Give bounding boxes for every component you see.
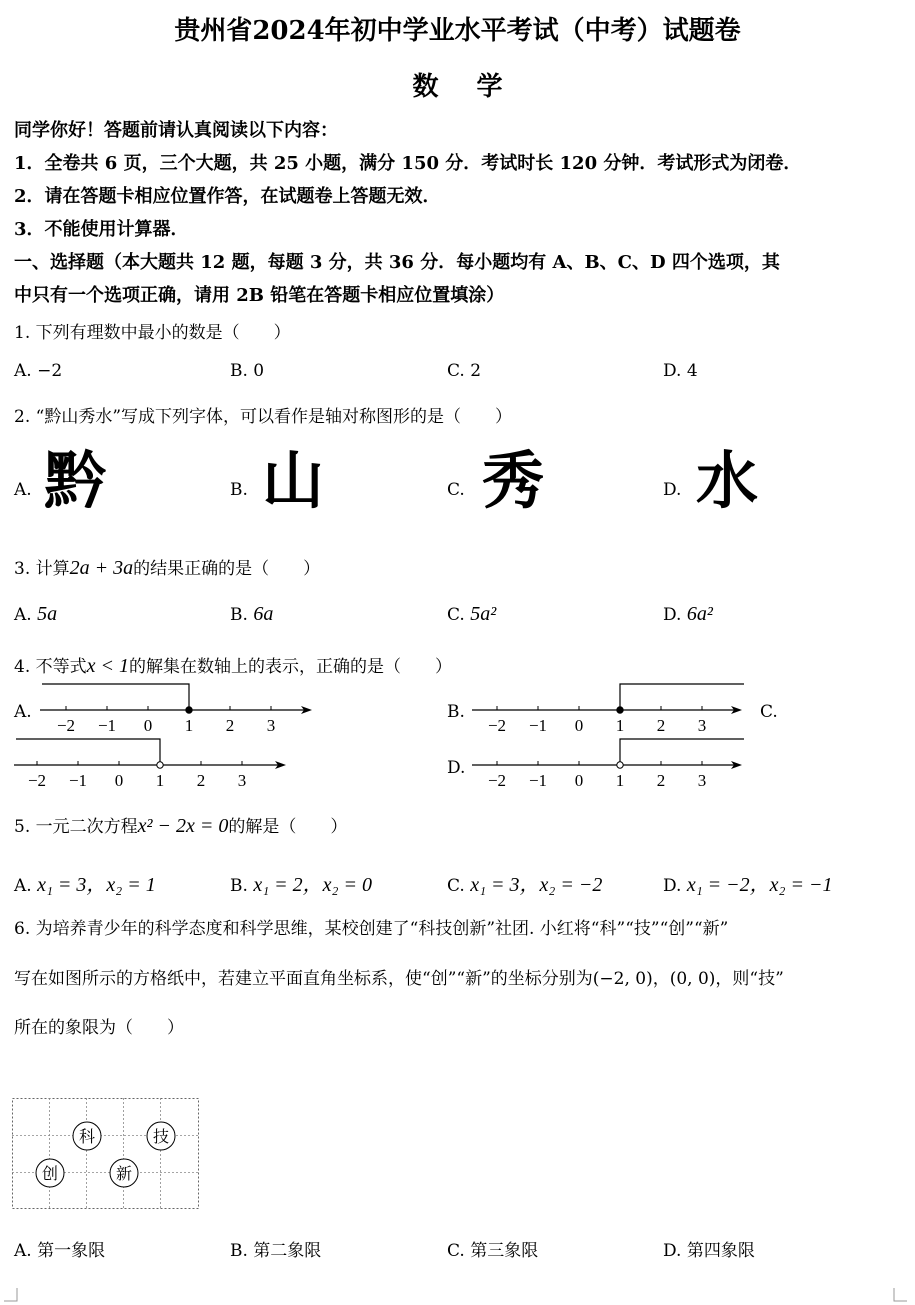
q2-glyph-qian: 黔: [44, 444, 107, 517]
q5-answer-b: x₁ = 2，x₂ = 0: [253, 874, 372, 896]
question-6-line-1: 6. 为培养青少年的科学态度和科学思维，某校创建了“科技创新”社团. 小红将“科”“技”“创”“新”: [14, 919, 729, 939]
q3-stem-post: 的结果正确的是（ ）: [133, 559, 321, 579]
number-line-a: [40, 684, 312, 735]
instruction-item-3: 3．不能使用计算器．: [14, 219, 189, 240]
q3-label-a: A.: [14, 605, 32, 625]
number-line-c: [14, 739, 286, 790]
q1-option-d[interactable]: D. 4: [663, 361, 698, 381]
section-heading-line-2: 中只有一个选项正确，请用 2B 铅笔在答题卡相应位置填涂）: [14, 285, 505, 306]
tick-label: 0: [574, 771, 584, 790]
grid-char-xin-label: 新: [115, 1166, 133, 1183]
question-6-line-2: 写在如图所示的方格纸中，若建立平面直角坐标系，使“创”“新”的坐标分别为(−2, 0)，(0, 0)，则“技”: [14, 969, 784, 989]
q5-label-d: D.: [663, 876, 682, 896]
tick-label: −2: [27, 771, 47, 790]
q5-answer-c: x₁ = 3，x₂ = −2: [470, 874, 603, 896]
grid-char-ke: [73, 1122, 101, 1150]
tick-label: 3: [697, 716, 707, 735]
q3-answer-b: 6a: [253, 603, 274, 625]
grid-char-ji-label: 技: [152, 1129, 170, 1146]
tick-label: −1: [528, 716, 548, 735]
q3-label-b: B.: [230, 605, 248, 625]
q4-stem-post: 的解集在数轴上的表示，正确的是（ ）: [129, 657, 452, 677]
grid-char-ke-label: 科: [78, 1129, 96, 1146]
tick-label: −2: [487, 771, 507, 790]
tick-label: −1: [97, 716, 117, 735]
q6-option-b[interactable]: B. 第二象限: [230, 1241, 322, 1261]
q3-answer-c: 5a²: [470, 603, 497, 625]
q5-option-a[interactable]: [14, 868, 156, 897]
q4-option-b-label[interactable]: B.: [447, 702, 465, 722]
tick-label: 2: [225, 716, 235, 735]
tick-label: 3: [237, 771, 247, 790]
q1-option-b[interactable]: B. 0: [230, 361, 265, 381]
q4-stem-math: x < 1: [86, 655, 129, 677]
tick-label: 2: [656, 771, 666, 790]
q3-answer-a: 5a: [37, 603, 58, 625]
q5-answer-a: x₁ = 3，x₂ = 1: [37, 874, 156, 896]
q4-number-lines: [0, 675, 915, 815]
hollow-point-marker: [157, 762, 163, 768]
q3-option-c[interactable]: [447, 603, 496, 626]
grid-char-chuang-label: 创: [41, 1166, 59, 1183]
q3-stem-pre: 3. 计算: [14, 559, 70, 579]
tick-label: 3: [697, 771, 707, 790]
q5-label-a: A.: [14, 876, 32, 896]
q4-option-d-label[interactable]: D.: [447, 758, 466, 778]
q3-option-a[interactable]: [14, 603, 57, 626]
q2-option-a-label[interactable]: A.: [14, 480, 32, 500]
q6-grid-figure: [12, 1098, 202, 1212]
tick-label: 0: [143, 716, 153, 735]
question-5-stem: [14, 812, 347, 838]
q2-option-c-label[interactable]: C.: [447, 480, 465, 500]
solid-point-marker: [186, 707, 192, 713]
solution-range-bracket: [16, 739, 160, 765]
solution-range-bracket: [42, 684, 189, 710]
q4-option-a-label[interactable]: A.: [14, 702, 32, 722]
solution-range-bracket: [620, 739, 744, 765]
question-3-stem: [14, 554, 320, 580]
q5-stem-post: 的解是（ ）: [228, 817, 348, 837]
q3-option-d[interactable]: [663, 603, 713, 626]
tick-label: 3: [266, 716, 276, 735]
question-2-stem: 2. “黔山秀水”写成下列字体，可以看作是轴对称图形的是（ ）: [14, 407, 513, 427]
q5-label-b: B.: [230, 876, 248, 896]
instruction-item-2: 2．请在答题卡相应位置作答，在试题卷上答题无效．: [14, 186, 441, 207]
tick-label: 1: [184, 716, 194, 735]
q3-label-d: D.: [663, 605, 682, 625]
grid-char-ji: [147, 1122, 175, 1150]
tick-label: −1: [528, 771, 548, 790]
grid-char-chuang: [36, 1159, 64, 1187]
tick-label: 2: [196, 771, 206, 790]
tick-label: 0: [114, 771, 124, 790]
tick-label: 1: [615, 716, 625, 735]
solution-range-bracket: [620, 684, 744, 710]
question-1-stem: 1. 下列有理数中最小的数是（ ）: [14, 323, 291, 343]
grid-char-xin: [110, 1159, 138, 1187]
q5-option-c[interactable]: [447, 868, 602, 897]
q5-answer-d: x₁ = −2，x₂ = −1: [686, 874, 833, 896]
section-heading-line-1: 一、选择题（本大题共 12 题，每题 3 分，共 36 分．每小题均有 A、B、C、D 四个选项，其: [14, 252, 780, 273]
tick-label: 1: [615, 771, 625, 790]
hollow-point-marker: [617, 762, 623, 768]
tick-label: 0: [574, 716, 584, 735]
q6-option-d[interactable]: D. 第四象限: [663, 1241, 755, 1261]
page-corner-mark-right: [893, 1288, 907, 1302]
exam-title: 贵州省2024年初中学业水平考试（中考）试题卷: [174, 16, 741, 46]
q5-label-c: C.: [447, 876, 465, 896]
q1-option-a[interactable]: A. −2: [14, 361, 63, 381]
q3-stem-math: 2a + 3a: [69, 557, 134, 579]
q3-label-c: C.: [447, 605, 465, 625]
q2-glyph-shui: 水: [696, 444, 759, 517]
tick-label: 2: [656, 716, 666, 735]
tick-label: −1: [68, 771, 88, 790]
grid-border: [13, 1099, 199, 1209]
q6-option-c[interactable]: C. 第三象限: [447, 1241, 539, 1261]
q2-option-b-label[interactable]: B.: [230, 480, 248, 500]
q5-stem-pre: 5. 一元二次方程: [14, 817, 138, 837]
number-line-d: [472, 739, 744, 790]
q5-option-d[interactable]: [663, 868, 833, 897]
q2-option-d-label[interactable]: D.: [663, 480, 682, 500]
page-corner-mark-left: [4, 1288, 18, 1302]
question-6-line-3: 所在的象限为（ ）: [14, 1018, 184, 1038]
q5-option-b[interactable]: [230, 868, 372, 897]
q4-option-c-label[interactable]: C.: [760, 702, 778, 722]
number-line-b: [472, 684, 744, 735]
instruction-item-1: 1．全卷共 6 页，三个大题，共 25 小题，满分 150 分．考试时长 120 分钟．考试形式为闭卷．: [14, 153, 802, 174]
tick-label: −2: [487, 716, 507, 735]
q4-stem-pre: 4. 不等式: [14, 657, 87, 677]
solid-point-marker: [617, 707, 623, 713]
q3-answer-d: 6a²: [686, 603, 713, 625]
q6-option-a[interactable]: A. 第一象限: [14, 1241, 106, 1261]
instructions-intro: 同学你好！答题前请认真阅读以下内容：: [14, 120, 338, 141]
q2-glyph-shan: 山: [262, 444, 325, 517]
q2-glyph-xiu: 秀: [482, 444, 545, 517]
q3-option-b[interactable]: [230, 603, 273, 626]
subject-title: 数学: [412, 72, 541, 102]
grid-lines: [12, 1098, 198, 1208]
tick-label: 1: [155, 771, 165, 790]
q5-stem-math: x² − 2x = 0: [137, 815, 229, 837]
tick-label: −2: [56, 716, 76, 735]
q1-option-c[interactable]: C. 2: [447, 361, 482, 381]
